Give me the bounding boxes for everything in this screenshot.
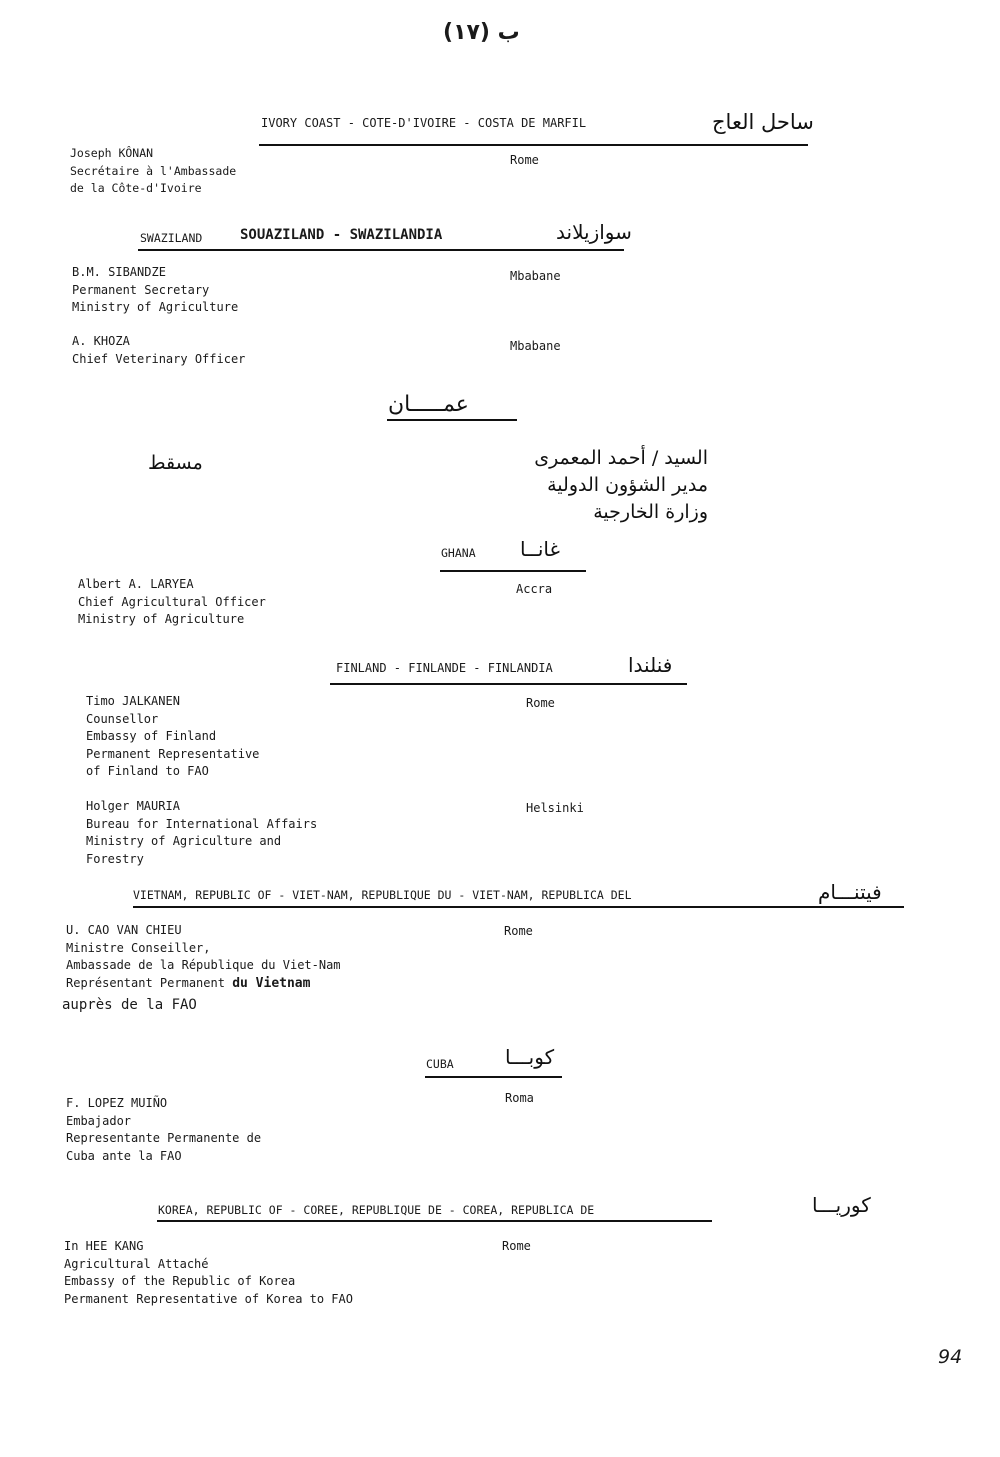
delegate-line: U. CAO VAN CHIEU	[66, 923, 182, 937]
delegate-line: Ministry of Agriculture	[72, 300, 239, 314]
page-reference: ب (١٧)	[443, 20, 520, 45]
heading-underline	[133, 906, 904, 908]
delegate-city: Mbabane	[510, 269, 561, 283]
delegate-line: Holger MAURIA	[86, 799, 180, 813]
delegate-line: Ministry of Agriculture and	[86, 834, 282, 848]
delegate-city: Rome	[504, 924, 533, 938]
delegate-line: de la Côte-d'Ivoire	[70, 181, 202, 195]
delegate-entry	[78, 576, 266, 629]
delegate-line-part: Représentant Permanent	[66, 975, 225, 990]
delegate-city-arabic: مسقط	[148, 452, 203, 474]
country-heading: CUBA	[426, 1057, 454, 1071]
delegate-line: Timo JALKANEN	[86, 694, 180, 708]
delegate-city: Rome	[502, 1239, 531, 1253]
heading-underline	[387, 419, 517, 421]
delegate-line: Cuba ante la FAO	[66, 1148, 182, 1163]
delegate-line: Ministre Conseiller,	[66, 940, 211, 955]
page-number: 94	[938, 1346, 963, 1368]
delegate-city: Rome	[510, 153, 539, 167]
delegate-line: Bureau for International Affairs	[86, 816, 318, 831]
country-heading-arabic: سوازيلاند	[556, 220, 632, 244]
country-heading-arabic: غانــا	[520, 537, 560, 561]
delegate-line: Joseph KÔNAN	[70, 146, 154, 160]
heading-underline	[425, 1076, 562, 1078]
heading-underline	[157, 1220, 712, 1222]
delegate-line: Secrétaire à l'Ambassade	[70, 163, 237, 178]
delegate-city: Accra	[516, 582, 553, 596]
delegate-line: auprès de la FAO	[62, 997, 197, 1013]
delegate-entry	[70, 145, 236, 198]
delegate-line: Embassy of Finland	[86, 729, 217, 743]
delegate-entry	[72, 264, 238, 317]
country-heading: IVORY COAST - COTE-D'IVOIRE - COSTA DE MARFIL	[261, 116, 587, 130]
delegate-line: A. KHOZA	[72, 334, 130, 348]
delegate-line: In HEE KANG	[64, 1239, 144, 1253]
delegate-line: Permanent Representative of Korea to FAO	[64, 1291, 353, 1306]
delegate-line: Chief Agricultural Officer	[78, 594, 266, 609]
delegate-entry	[72, 333, 245, 368]
delegate-line: Counsellor	[86, 711, 159, 726]
delegate-line: B.M. SIBANDZE	[72, 265, 166, 279]
heading-underline	[138, 249, 624, 251]
country-heading-arabic: ساحل العاج	[712, 110, 814, 134]
delegate-line: السيد / أحمد المعمرى	[534, 447, 708, 469]
country-heading-arabic: عمـــــان	[388, 392, 469, 417]
country-heading: SOUAZILAND - SWAZILANDIA	[240, 227, 443, 243]
country-heading: VIETNAM, REPUBLIC OF - VIET-NAM, REPUBLIQUE DU - VIET-NAM, REPUBLICA DEL	[133, 888, 632, 902]
delegate-line: Albert A. LARYEA	[78, 577, 194, 591]
delegate-city: Mbabane	[510, 339, 561, 353]
delegate-entry	[86, 693, 259, 781]
delegate-line: Chief Veterinary Officer	[72, 351, 246, 366]
delegate-line: Permanent Representative	[86, 746, 260, 761]
heading-underline	[330, 683, 687, 685]
delegate-line: Embassy of the Republic of Korea	[64, 1274, 296, 1288]
country-heading-arabic: كوبـــا	[505, 1045, 555, 1069]
country-heading-small: SWAZILAND	[140, 231, 203, 245]
country-heading-arabic: كوريـــا	[812, 1193, 871, 1217]
delegate-city: Rome	[526, 696, 555, 710]
country-heading: FINLAND - FINLANDE - FINLANDIA	[336, 661, 553, 675]
country-heading-arabic: فيتنـــام	[818, 880, 882, 904]
delegate-entry	[66, 1095, 261, 1165]
delegate-line: Permanent Secretary	[72, 282, 210, 297]
delegate-line	[66, 975, 341, 993]
country-heading: GHANA	[441, 546, 476, 560]
delegate-entry	[64, 1238, 353, 1308]
delegate-entry-arabic	[510, 445, 708, 526]
heading-underline	[259, 144, 808, 146]
country-heading: KOREA, REPUBLIC OF - COREE, REPUBLIQUE DE - COREA, REPUBLICA DE	[158, 1203, 595, 1217]
delegate-city: Helsinki	[526, 801, 584, 815]
delegate-entry	[86, 798, 317, 868]
delegate-entry	[66, 922, 341, 992]
delegate-line: of Finland to FAO	[86, 764, 209, 778]
delegate-line: F. LOPEZ MUIÑO	[66, 1096, 168, 1110]
delegate-line: مدير الشؤون الدولية	[547, 474, 708, 496]
delegate-line: وزارة الخارجية	[593, 501, 708, 523]
delegate-line: Forestry	[86, 851, 144, 866]
country-heading-arabic: فنلندا	[628, 653, 673, 677]
heading-underline	[440, 570, 586, 572]
delegate-line: Embajador	[66, 1113, 132, 1128]
delegate-line-part-bold: du Vietnam	[232, 975, 311, 991]
delegate-line: Representante Permanente de	[66, 1131, 262, 1145]
delegate-line: Ambassade de la République du Viet-Nam	[66, 958, 341, 972]
delegate-line: Agricultural Attaché	[64, 1256, 209, 1271]
delegate-city: Roma	[505, 1091, 534, 1105]
delegate-line: Ministry of Agriculture	[78, 612, 245, 626]
